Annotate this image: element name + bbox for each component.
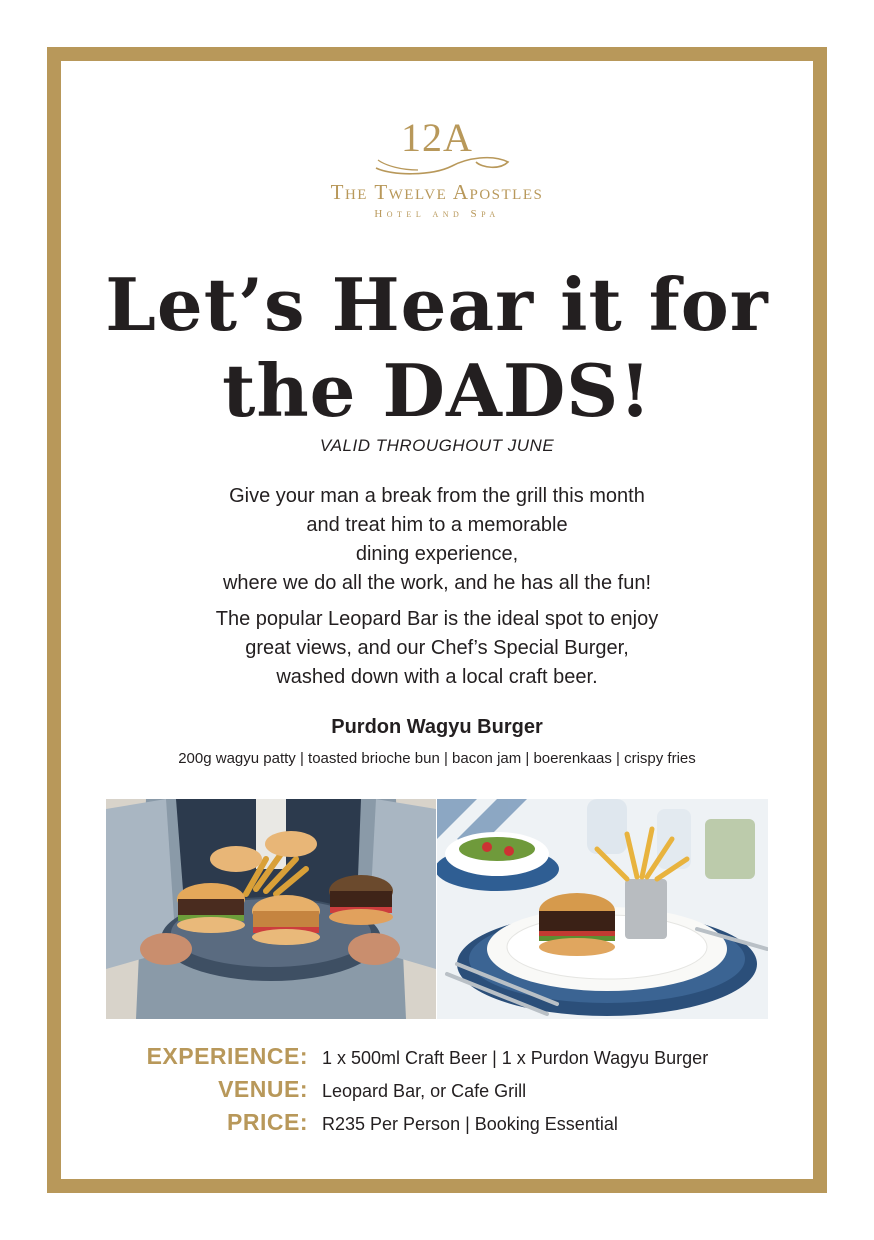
logo-subtitle: Hotel and Spa <box>374 208 500 220</box>
intro-line: and treat him to a memorable <box>306 514 568 536</box>
photo-plated-burger <box>437 799 768 1019</box>
detail-label: PRICE: <box>227 1109 308 1135</box>
headline <box>0 262 874 434</box>
detail-row-venue <box>0 1076 874 1110</box>
venue-line: washed down with a local craft beer. <box>276 666 598 688</box>
photo-burger-platter <box>106 799 436 1019</box>
logo-swash-icon <box>372 146 512 176</box>
intro-line: Give your man a break from the grill this month <box>229 485 645 507</box>
validity-note: VALID THROUGHOUT JUNE <box>319 436 555 455</box>
burger-name: Purdon Wagyu Burger <box>331 716 543 738</box>
logo-name: The Twelve Apostles <box>330 180 544 204</box>
detail-row-experience <box>0 1043 874 1077</box>
logo-monogram: 12A <box>401 115 473 160</box>
venue-line: The popular Leopard Bar is the ideal spot to enjoy <box>215 608 659 630</box>
hotel-logo <box>0 116 874 222</box>
intro-line: dining experience, <box>355 543 519 565</box>
detail-label: EXPERIENCE: <box>146 1043 308 1069</box>
headline-line: the DADS! <box>222 348 652 433</box>
detail-value: R235 Per Person | Booking Essential <box>322 1114 618 1134</box>
detail-label: VENUE: <box>218 1076 308 1102</box>
burger-description: 200g wagyu patty | toasted brioche bun | bacon jam | boerenkaas | crispy fries <box>178 750 696 767</box>
intro-line: where we do all the work, and he has all the fun! <box>222 572 652 594</box>
logo-mark <box>0 116 874 180</box>
detail-row-price <box>0 1109 874 1143</box>
venue-line: great views, and our Chef’s Special Burger, <box>245 637 629 659</box>
plated-burger-illustration <box>437 799 768 1019</box>
burger-platter-illustration <box>106 799 436 1019</box>
venue-paragraph <box>0 605 874 692</box>
detail-value: Leopard Bar, or Cafe Grill <box>322 1081 527 1101</box>
detail-value: 1 x 500ml Craft Beer | 1 x Purdon Wagyu Burger <box>322 1048 709 1068</box>
headline-line: Let’s Hear it for <box>105 262 769 347</box>
intro-paragraph <box>0 482 874 598</box>
